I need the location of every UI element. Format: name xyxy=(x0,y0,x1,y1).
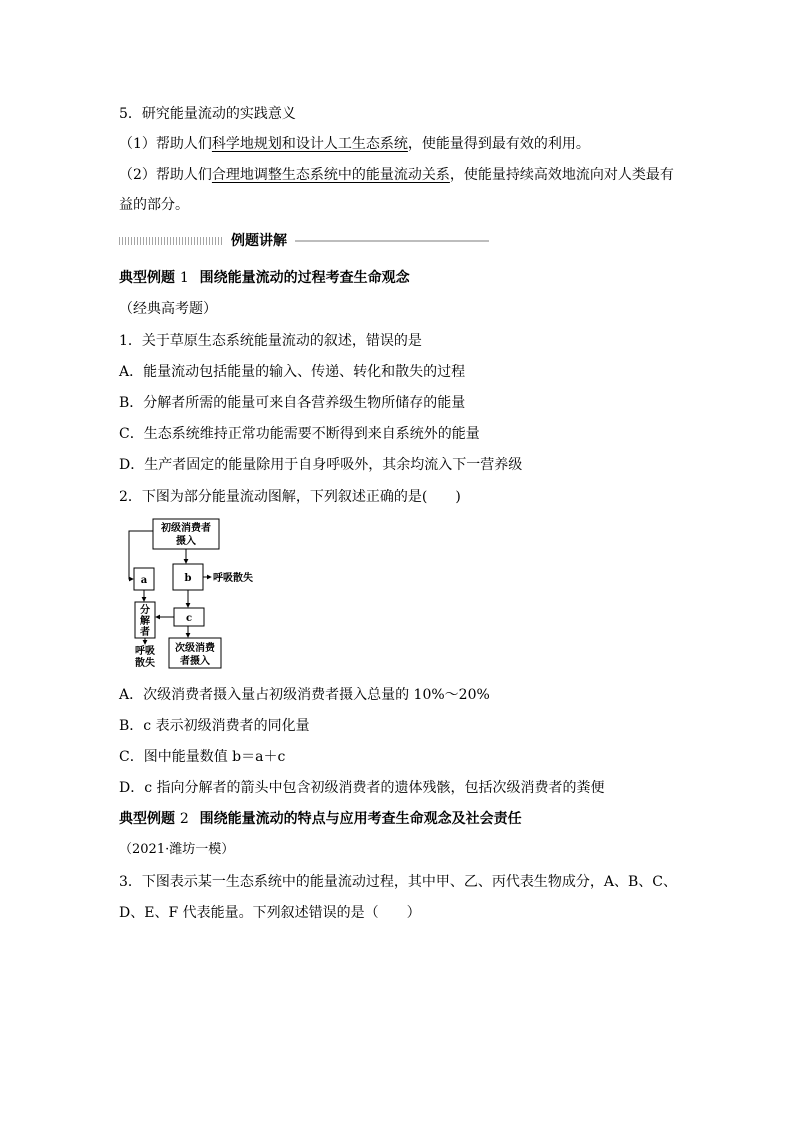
question-2-option-d: D．c 指向分解者的箭头中包含初级消费者的遗体残骸，包括次级消费者的粪便 xyxy=(119,780,605,796)
banner-title: 例题讲解 xyxy=(231,233,287,249)
secondary-box-line-2: 者摄入 xyxy=(180,656,210,667)
banner-dots xyxy=(119,237,223,245)
item-underlined: 科学地规划和设计人工生态系统 xyxy=(211,136,408,152)
section-item-2 xyxy=(119,165,674,185)
heading-label: 典型例题 xyxy=(119,811,175,827)
heading-number: 2 xyxy=(179,811,189,827)
box-b-label: b xyxy=(184,573,192,584)
question-2-stem: 2．下图为部分能量流动图解，下列叙述正确的是( ) xyxy=(119,489,461,505)
question-3-line-1: 3．下图表示某一生态系统中的能量流动过程，其中甲、乙、丙代表生物成分，A、B、C、 xyxy=(119,874,678,890)
decomposer-char-3: 者 xyxy=(140,627,150,638)
respiration-bottom-line-2: 散失 xyxy=(135,658,155,669)
banner-rule xyxy=(295,240,489,242)
heading-label: 典型例题 xyxy=(119,270,175,286)
example-2-heading xyxy=(119,809,522,829)
question-1-option-d: D．生产者固定的能量除用于自身呼吸外，其余均流入下一营养级 xyxy=(119,457,523,473)
example-2-source: （2021·潍坊一模） xyxy=(119,842,235,857)
question-1-option-b: B．分解者所需的能量可来自各营养级生物所储存的能量 xyxy=(119,395,466,411)
top-box-line-2: 摄入 xyxy=(176,536,196,547)
item-suffix: ，使能量得到最有效的利用。 xyxy=(407,136,590,152)
top-box-line-1: 初级消费者 xyxy=(161,523,211,534)
example-1-heading xyxy=(119,268,410,288)
question-2-option-b: B．c 表示初级消费者的同化量 xyxy=(119,718,310,734)
question-1-stem: 1．关于草原生态系统能量流动的叙述，错误的是 xyxy=(119,333,422,349)
item-suffix: ，使能量持续高效地流向对人类最有 xyxy=(449,167,674,183)
item-prefix: （2）帮助人们 xyxy=(119,167,212,183)
question-1-option-a: A．能量流动包括能量的输入、传递、转化和散失的过程 xyxy=(119,364,466,380)
question-2-option-c: C．图中能量数值 b＝a＋c xyxy=(119,749,286,765)
question-2-option-a: A．次级消费者摄入量占初级消费者摄入总量的 10%～20% xyxy=(119,687,490,703)
respiration-right-label: 呼吸散失 xyxy=(213,573,253,584)
decomposer-char-2: 解 xyxy=(140,616,150,627)
box-c-label: c xyxy=(185,613,193,624)
item-prefix: （1）帮助人们 xyxy=(119,136,212,152)
example-1-source: （经典高考题） xyxy=(119,301,217,317)
secondary-box-line-1: 次级消费 xyxy=(175,643,215,654)
section-banner xyxy=(119,232,489,250)
decomposer-char-1: 分 xyxy=(140,605,150,616)
section-item-1 xyxy=(119,134,590,154)
respiration-bottom-line-1: 呼吸 xyxy=(135,646,155,657)
box-a-label: a xyxy=(140,575,148,586)
heading-text: 围绕能量流动的特点与应用考查生命观念及社会责任 xyxy=(199,811,522,827)
section-item-2-continuation: 益的部分。 xyxy=(119,197,189,213)
energy-flow-diagram xyxy=(125,518,295,670)
heading-number: 1 xyxy=(179,270,189,286)
question-3-line-2: D、E、F 代表能量。下列叙述错误的是（ ） xyxy=(119,905,421,921)
heading-text: 围绕能量流动的过程考查生命观念 xyxy=(199,270,410,286)
question-1-option-c: C．生态系统维持正常功能需要不断得到来自系统外的能量 xyxy=(119,426,480,442)
item-underlined: 合理地调整生态系统中的能量流动关系 xyxy=(211,167,450,183)
section-title: 5．研究能量流动的实践意义 xyxy=(119,106,296,122)
